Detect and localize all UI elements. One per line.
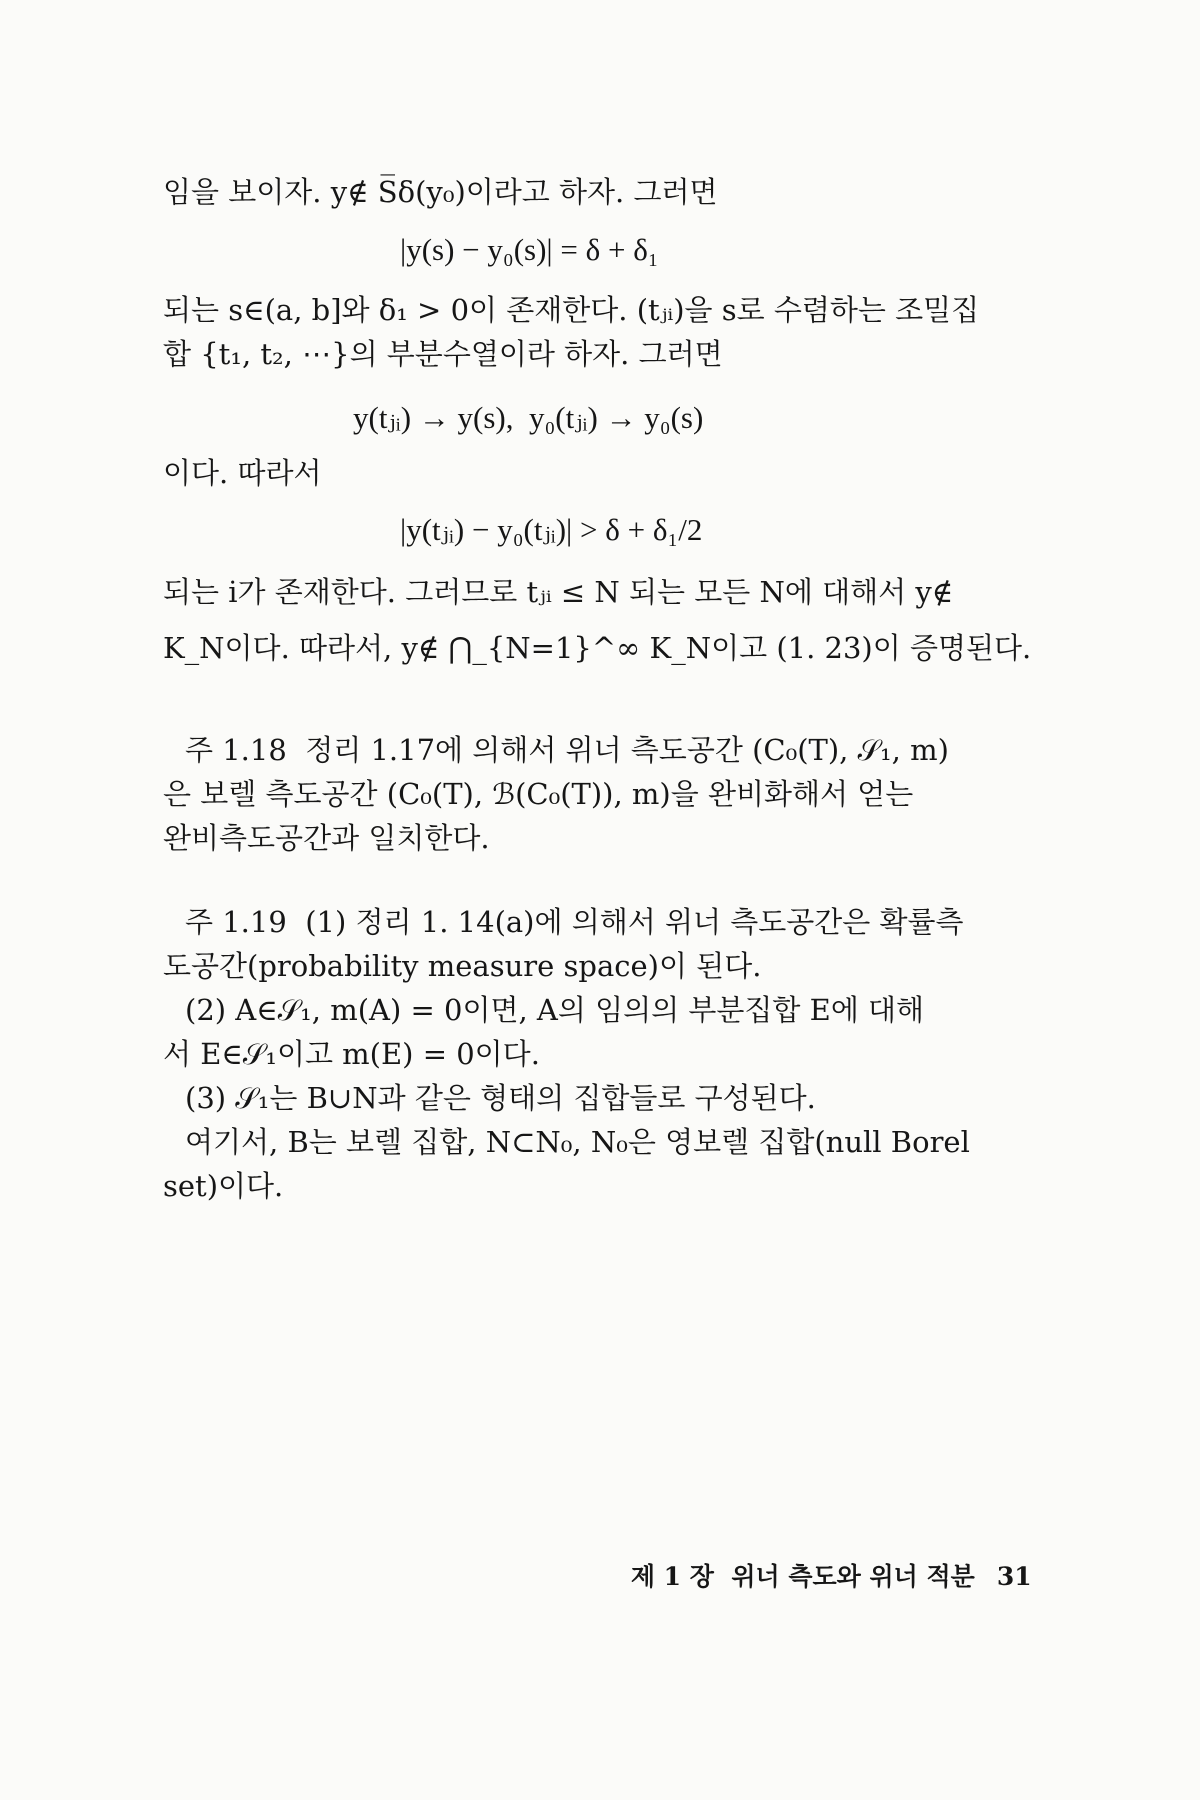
text-line: 완비측도공간과 일치한다. <box>163 821 490 855</box>
text-line: K_N이다. 따라서, y∉ ⋂_{N=1}^∞ K_N이고 (1. 23)이 증명된다. <box>163 631 1032 665</box>
text-line: set)이다. <box>163 1169 284 1203</box>
display-equation: y(tⱼᵢ) → y(s), y₀(tⱼᵢ) → y₀(s) <box>353 400 704 435</box>
page-footer <box>596 1528 1032 1622</box>
text-line: 합 {t₁, t₂, ⋯}의 부분수열이라 하자. 그러면 <box>163 337 723 371</box>
text-line: 되는 s∈(a, b]와 δ₁ > 0이 존재한다. (tⱼᵢ)을 s로 수렴하는 조밀집 <box>163 293 980 327</box>
page-number: 31 <box>996 1562 1032 1591</box>
display-equation: |y(s) − y₀(s)| = δ + δ₁ <box>400 232 659 267</box>
text-line: 도공간(probability measure space)이 된다. <box>163 949 762 983</box>
text-line: 임을 보이자. y∉ S̅δ(y₀)이라고 하자. 그러면 <box>163 175 718 209</box>
display-equation: |y(tⱼᵢ) − y₀(tⱼᵢ)| > δ + δ₁/2 <box>400 512 703 547</box>
remark-1-19-line: 주 1.19 (1) 정리 1. 14(a)에 의해서 위너 측도공간은 확률측 <box>185 905 964 939</box>
text-line: (2) A∈𝒮₁, m(A) = 0이면, A의 임의의 부분집합 E에 대해 <box>185 993 925 1027</box>
running-head: 제 1 장 위너 측도와 위너 적분 <box>630 1562 975 1591</box>
text-line: 여기서, B는 보렐 집합, N⊂N₀, N₀은 영보렐 집합(null Borel <box>185 1125 970 1159</box>
text-line: 서 E∈𝒮₁이고 m(E) = 0이다. <box>163 1037 540 1071</box>
text-line: 되는 i가 존재한다. 그러므로 tⱼᵢ ≤ N 되는 모든 N에 대해서 y∉ <box>163 575 954 609</box>
remark-1-18-line: 주 1.18 정리 1.17에 의해서 위너 측도공간 (C₀(T), 𝒮₁, m) <box>185 733 949 767</box>
text-line: (3) 𝒮₁는 B∪N과 같은 형태의 집합들로 구성된다. <box>185 1081 816 1115</box>
text-line: 이다. 따라서 <box>163 456 322 490</box>
text-line: 은 보렐 측도공간 (C₀(T), ℬ(C₀(T)), m)을 완비화해서 얻는 <box>163 777 914 811</box>
